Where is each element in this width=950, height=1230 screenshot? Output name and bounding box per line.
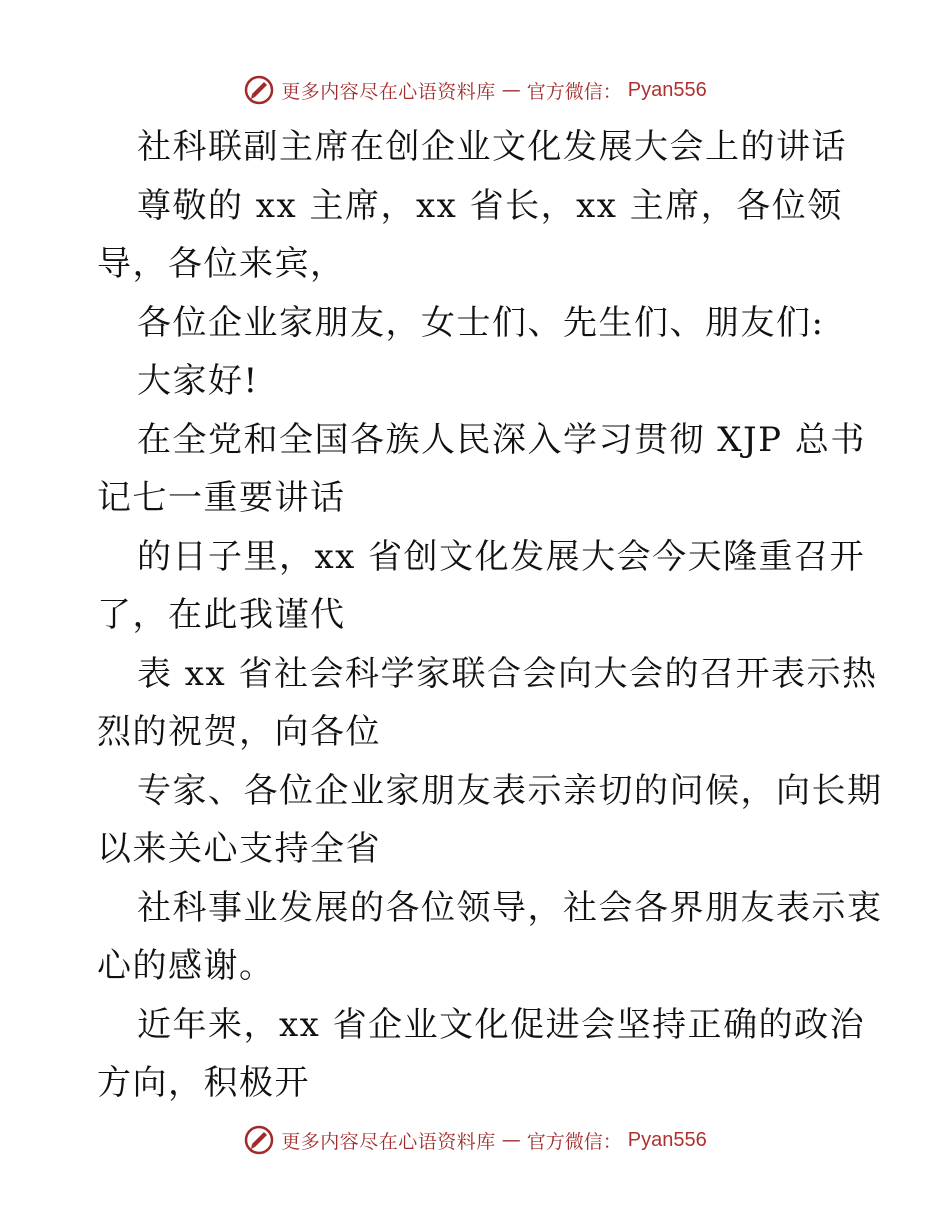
banner-wechat-id: Pyan556 xyxy=(627,78,707,101)
text-line: 表 xx 省社会科学家联合会向大会的召开表示热 xyxy=(137,653,878,694)
text-line: 社科联副主席在创企业文化发展大会上的讲话 xyxy=(137,127,847,167)
text-line: 近年来，xx 省企业文化促进会坚持正确的政治 xyxy=(137,1004,866,1045)
banner-dash: — xyxy=(501,79,521,101)
text-line: 方向，积极开 xyxy=(97,1063,310,1103)
text-line: 烈的祝贺，向各位 xyxy=(97,712,381,752)
document-body xyxy=(97,118,883,1113)
text-line: 了，在此我谨代 xyxy=(97,595,346,635)
text-line: 在全党和全国各族人民深入学习贯彻 XJP 总书 xyxy=(137,419,866,460)
text-line: 社科事业发展的各位领导，社会各界朋友表示衷 xyxy=(137,887,883,928)
text-line: 大家好! xyxy=(137,361,259,401)
banner-wechat-label: 官方微信： xyxy=(526,80,622,103)
logo-icon xyxy=(243,1124,275,1156)
banner-wechat-id: Pyan556 xyxy=(627,1128,707,1151)
text-line: 尊敬的 xx 主席，xx 省长，xx 主席，各位领 xyxy=(137,185,843,226)
banner-slogan: 更多内容尽在心语资料库 xyxy=(281,1130,496,1153)
text-line: 的日子里，xx 省创文化发展大会今天隆重召开 xyxy=(137,536,866,577)
banner-wechat-label: 官方微信： xyxy=(526,1130,622,1153)
logo-icon xyxy=(243,74,275,106)
footer-banner xyxy=(0,1120,950,1160)
text-line: 各位企业家朋友，女士们、先生们、朋友们: xyxy=(137,302,825,343)
text-line: 以来关心支持全省 xyxy=(97,829,381,869)
text-line: 记七一重要讲话 xyxy=(97,478,346,518)
header-banner xyxy=(0,70,950,110)
text-line: 导，各位来宾， xyxy=(97,244,346,284)
text-line: 心的感谢。 xyxy=(97,946,275,986)
banner-slogan: 更多内容尽在心语资料库 xyxy=(281,80,496,103)
text-line: 专家、各位企业家朋友表示亲切的问候，向长期 xyxy=(137,770,883,811)
banner-dash: — xyxy=(501,1129,521,1151)
